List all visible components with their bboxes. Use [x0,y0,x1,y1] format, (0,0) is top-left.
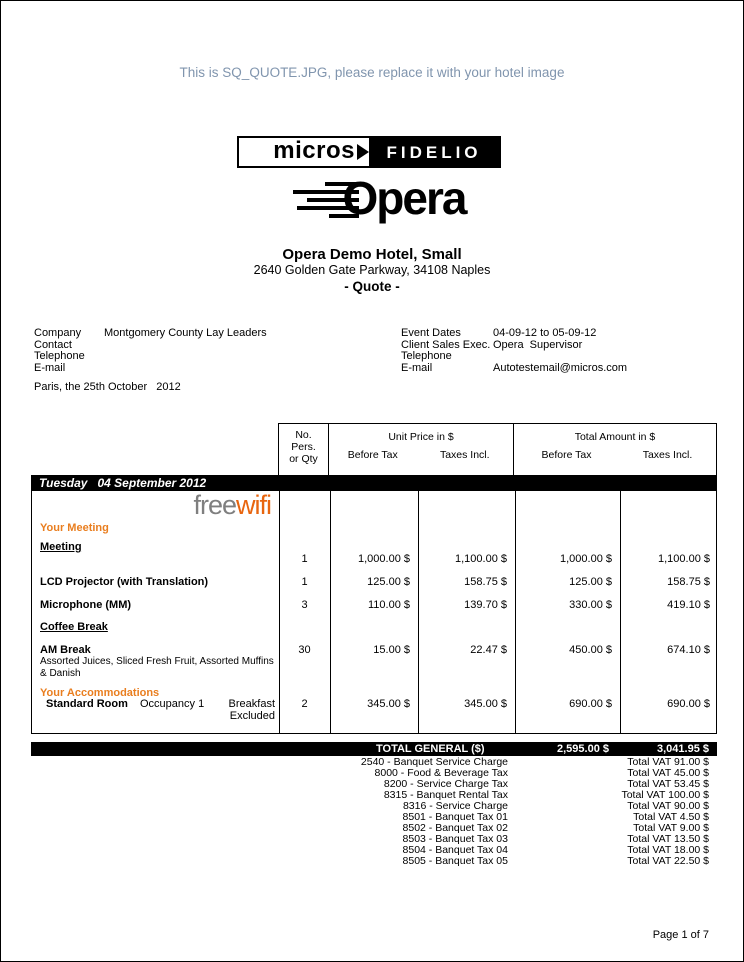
am-break-total-taxes-incl: 674.10 $ [667,644,710,656]
tax-label: 8315 - Banquet Rental Tax [383,789,508,801]
tax-value: Total VAT 90.00 $ [627,800,709,812]
tax-value: Total VAT 100.00 $ [621,789,709,801]
lcd-unit-before-tax: 125.00 $ [367,576,410,588]
total-before-tax-header: Before Tax [541,449,592,461]
room-breakfast: Breakfast Excluded [228,698,275,722]
freewifi-wifi-text: wifi [236,490,271,520]
total-before-tax-value: 2,595.00 $ [557,743,609,755]
meeting-total-taxes-incl: 1,100.00 $ [658,553,710,565]
tax-label: 2540 - Banquet Service Charge [360,756,508,768]
tax-label: 8200 - Service Charge Tax [383,778,508,790]
fidelio-logo-right [369,138,499,166]
event-dates-label: Event Dates [401,327,461,339]
freewifi-logo [32,491,271,519]
column-divider [515,491,516,733]
tax-value: Total VAT 53.45 $ [627,778,709,790]
sales-exec-label: Client Sales Exec. [401,338,491,351]
am-break-unit-before-tax: 15.00 $ [373,644,410,656]
table-row-lcd-projector [32,576,718,588]
hotel-address: 2640 Golden Gate Parkway, 34108 Naples [253,263,491,277]
company-label: Company [34,327,82,339]
meeting-group-label: Meeting [40,541,82,553]
unit-price-title: Unit Price in $ [388,431,454,443]
event-info-block [401,328,627,374]
am-break-details-line2: & Danish [40,667,81,679]
room-unit-taxes-incl: 345.00 $ [464,698,507,710]
unit-before-tax-header: Before Tax [347,449,398,461]
room-total-before-tax: 690.00 $ [569,698,612,710]
meeting-total-before-tax: 1,000.00 $ [560,553,612,565]
lcd-total-taxes-incl: 158.75 $ [667,576,710,588]
tax-line [31,779,717,790]
document-date-line: Paris, the 25th October 2012 [34,381,181,393]
telephone2-label: Telephone [401,350,452,362]
total-taxes-incl-value: 3,041.95 $ [657,743,709,755]
total-general-label: TOTAL GENERAL ($) [376,743,485,755]
room-occupancy: Occupancy 1 [140,698,205,710]
microphone-total-taxes-incl: 419.10 $ [667,599,710,611]
am-break-details-line1: Assorted Juices, Sliced Fresh Fruit, Assorted Muffins [40,656,274,667]
micros-logo-text: micros [273,137,355,164]
microphone-qty: 3 [301,599,308,611]
total-taxes-incl-header: Taxes Incl. [642,449,693,461]
page-number: Page 1 of 7 [652,929,709,941]
tax-line [31,856,717,867]
micros-logo-left [239,138,369,166]
microphone-total-before-tax: 330.00 $ [569,599,612,611]
unit-taxes-incl-header: Taxes Incl. [439,449,490,461]
tax-label: 8502 - Banquet Tax 02 [402,822,508,834]
telephone-label: Telephone [34,350,85,362]
room-unit-before-tax: 345.00 $ [367,698,410,710]
microphone-unit-before-tax: 110.00 $ [367,599,410,611]
tax-line [31,845,717,856]
hotel-image-placeholder-text: This is SQ_QUOTE.JPG, please replace it with your hotel image [179,65,565,80]
tax-value: Total VAT 45.00 $ [627,767,709,779]
am-break-details [40,656,280,679]
document-title: - Quote - [344,279,400,294]
qty-column-header [279,424,329,475]
section-your-accommodations: Your Accommodations [40,687,160,699]
tax-line [31,834,717,845]
opera-logo-text: Opera [342,172,466,224]
contact-label: Contact [34,338,72,351]
am-break-total-before-tax: 450.00 $ [569,644,612,656]
tax-label: 8503 - Banquet Tax 03 [402,833,508,845]
table-row-standard-room [32,698,718,722]
column-divider [279,491,280,733]
price-table-body [31,491,717,734]
meeting-unit-taxes-incl: 1,100.00 $ [455,553,507,565]
section-your-meeting: Your Meeting [40,522,109,534]
tax-line [31,812,717,823]
email2-value: Autotestemail@micros.com [493,361,628,374]
tax-label: 8504 - Banquet Tax 04 [402,844,508,856]
room-qty: 2 [301,698,308,710]
unit-price-group-header [329,424,514,475]
tax-label: 8000 - Food & Beverage Tax [374,767,508,779]
tax-summary-block [31,757,717,867]
hotel-name: Opera Demo Hotel, Small [282,246,462,263]
tax-line [31,801,717,812]
email2-label: E-mail [401,361,433,374]
tax-value: Total VAT 91.00 $ [627,756,709,768]
lcd-desc: LCD Projector (with Translation) [40,576,209,588]
freewifi-free-text: free [193,490,236,520]
tax-value: Total VAT 22.50 $ [627,855,709,867]
meeting-qty: 1 [301,553,308,565]
company-info-block [34,328,267,374]
tax-value: Total VAT 4.50 $ [633,811,709,823]
tax-label: 8501 - Banquet Tax 01 [402,811,508,823]
total-amount-group-header [514,424,716,475]
am-break-desc: AM Break [40,644,91,656]
lcd-total-before-tax: 125.00 $ [569,576,612,588]
table-row-meeting [32,553,718,565]
micros-fidelio-logo [237,136,501,168]
opera-logo [1,169,743,227]
tax-line [31,823,717,834]
microphone-desc: Microphone (MM) [40,599,132,611]
total-general-bar [31,742,717,756]
lcd-qty: 1 [301,576,308,588]
tax-line [31,757,717,768]
day-header-bar: Tuesday 04 September 2012 [31,475,717,491]
am-break-unit-taxes-incl: 22.47 $ [470,644,507,656]
tax-line [31,768,717,779]
sales-exec-value: Opera Supervisor [493,338,583,351]
company-value: Montgomery County Lay Leaders [104,327,267,339]
tax-label: 8505 - Banquet Tax 05 [402,855,508,867]
microphone-unit-taxes-incl: 139.70 $ [464,599,507,611]
tax-line [31,790,717,801]
lcd-unit-taxes-incl: 158.75 $ [464,576,507,588]
tax-value: Total VAT 9.00 $ [633,822,709,834]
meeting-unit-before-tax: 1,000.00 $ [358,553,410,565]
column-divider [620,491,621,733]
table-row-microphone [32,599,718,611]
price-table-header [278,423,717,476]
table-row-am-break [32,644,718,656]
arrow-right-icon [357,144,369,160]
am-break-qty: 30 [298,644,311,656]
column-divider [418,491,419,733]
room-name: Standard Room [46,698,128,710]
qty-header-line3: or Qty [289,453,318,465]
qty-header-line2: Pers. [291,441,316,453]
tax-value: Total VAT 18.00 $ [627,844,709,856]
total-amount-title: Total Amount in $ [574,431,656,443]
tax-label: 8316 - Service Charge [402,800,508,812]
qty-header-line1: No. [295,429,312,441]
tax-value: Total VAT 13.50 $ [627,833,709,845]
event-dates-value: 04-09-12 to 05-09-12 [493,327,597,339]
email-label: E-mail [34,361,66,374]
column-divider [330,491,331,733]
fidelio-logo-text: FIDELIO [386,142,482,162]
room-total-taxes-incl: 690.00 $ [667,698,710,710]
coffee-break-group-label: Coffee Break [40,621,108,633]
